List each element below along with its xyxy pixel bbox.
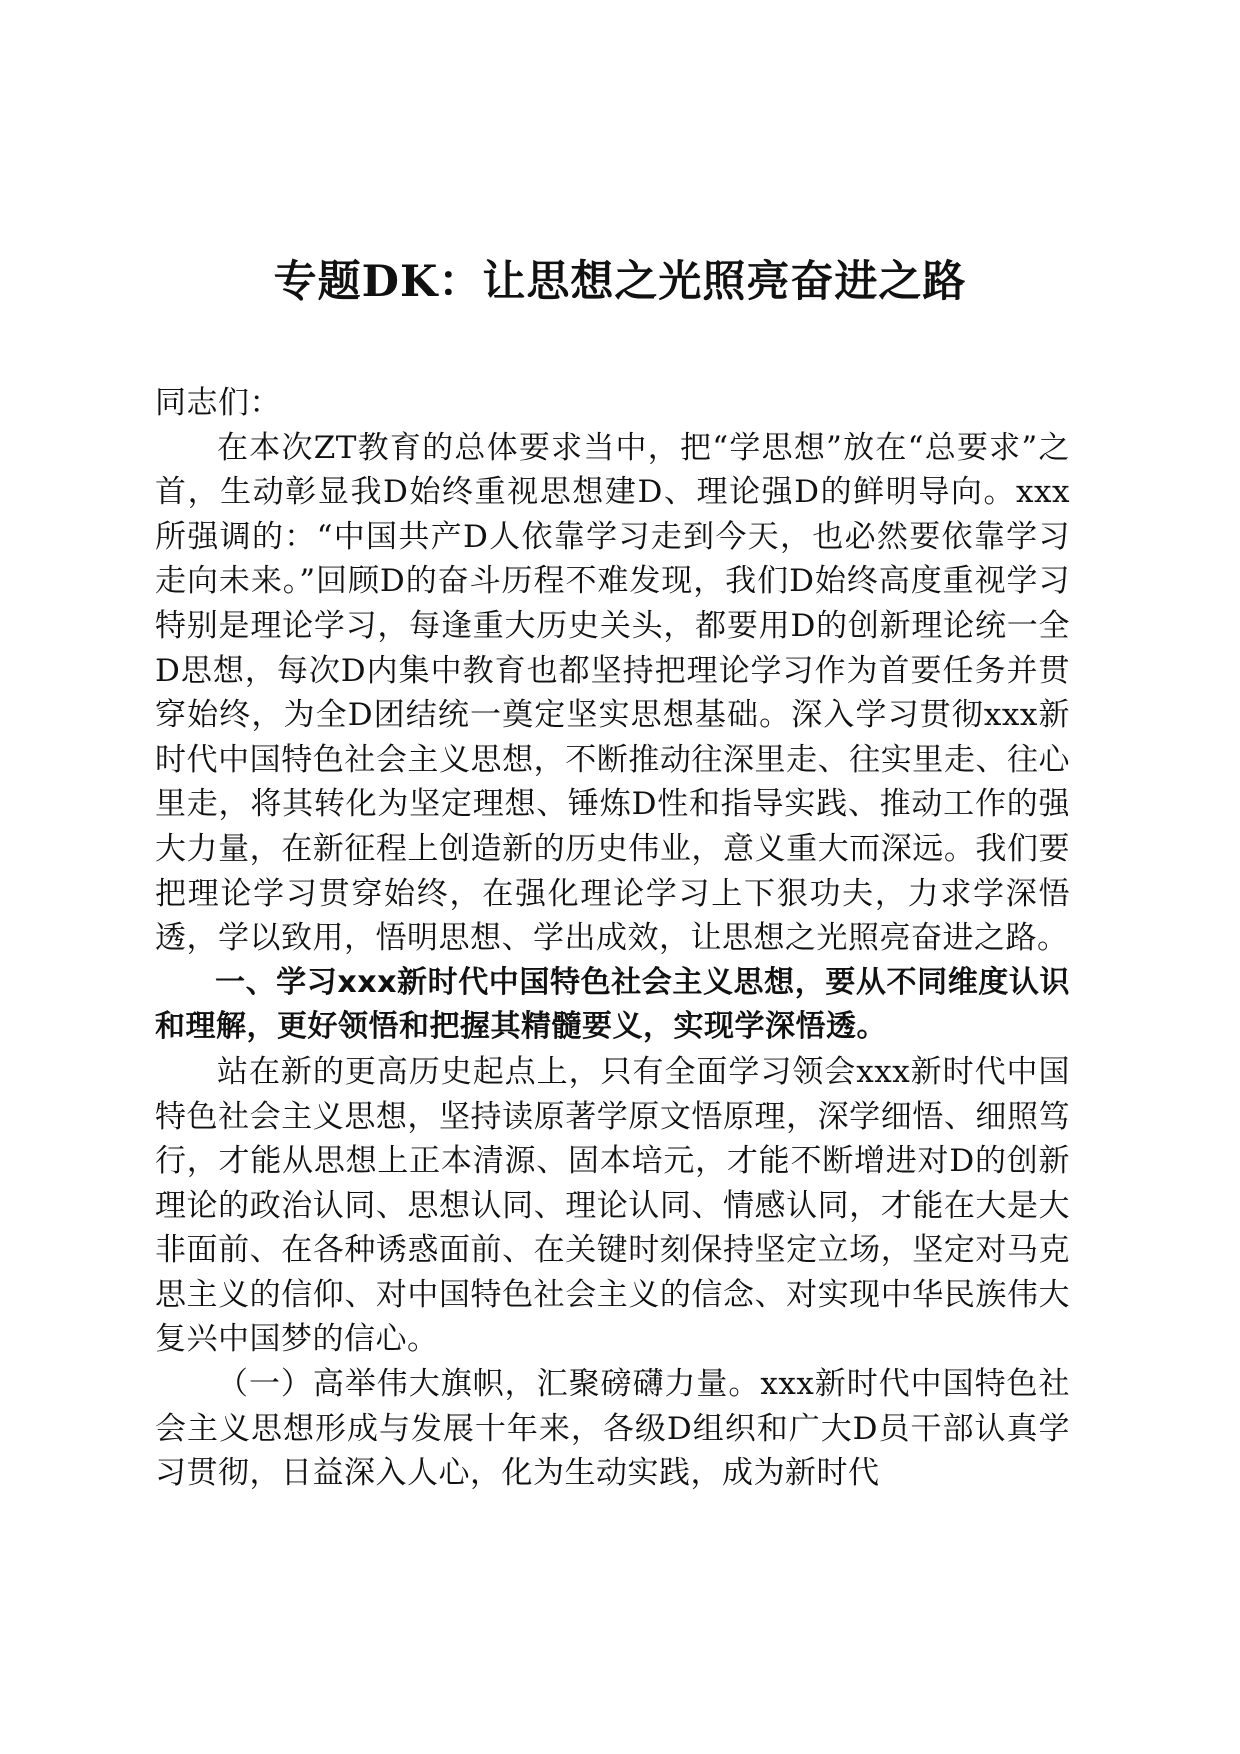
section-heading: 一、学习xxx新时代中国特色社会主义思想，要从不同维度认识和理解，更好领悟和把握其精髓要义，实现学深悟透。 xyxy=(155,964,1070,1045)
subsection-paragraph: （一）高举伟大旗帜，汇聚磅礴力量。xxx新时代中国特色社会主义思想形成与发展十年来，各级D组织和广大D员干部认真学习贯彻，日益深入人心，化为生动实践，成为新时代 xyxy=(155,1366,1070,1492)
salutation: 同志们： xyxy=(155,385,281,421)
body-paragraph: 站在新的更高历史起点上，只有全面学习领会xxx新时代中国特色社会主义思想，坚持读原著学原文悟原理，深学细悟、细照笃行，才能从思想上正本清源、固本培元，才能不断增进对D的创新理论的政治认同、思想认同、理论认同、情感认同，才能在大是大非面前、在各种诱惑面前、在关键时刻保持坚定立场，坚定对马克思主义的信仰、对中国特色社会主义的信念、对实现中华民族伟大复兴中国梦的信心。 xyxy=(155,1053,1070,1358)
document-body xyxy=(155,381,1070,1496)
document-title: 专题DK：让思想之光照亮奋进之路 xyxy=(273,257,967,307)
intro-paragraph: 在本次ZT教育的总体要求当中，把“学思想”放在“总要求”之首，生动彰显我D始终重视思想建D、理论强D的鲜明导向。xxx所强调的：“中国共产D人依靠学习走到今天，也必然要依靠学习走向未来。”回顾D的奋斗历程不难发现，我们D始终高度重视学习特别是理论学习，每逢重大历史关头，都要用D的创新理论统一全D思想，每次D内集中教育也都坚持把理论学习作为首要任务并贯穿始终，为全D团结统一奠定坚实思想基础。深入学习贯彻xxx新时代中国特色社会主义思想，不断推动往深里走、往实里走、往心里走，将其转化为坚定理想、锤炼D性和指导实践、推动工作的强大力量，在新征程上创造新的历史伟业，意义重大而深远。我们要把理论学习贯穿始终，在强化理论学习上下狠功夫，力求学深悟透，学以致用，悟明思想、学出成效，让思想之光照亮奋进之路。 xyxy=(155,429,1070,957)
